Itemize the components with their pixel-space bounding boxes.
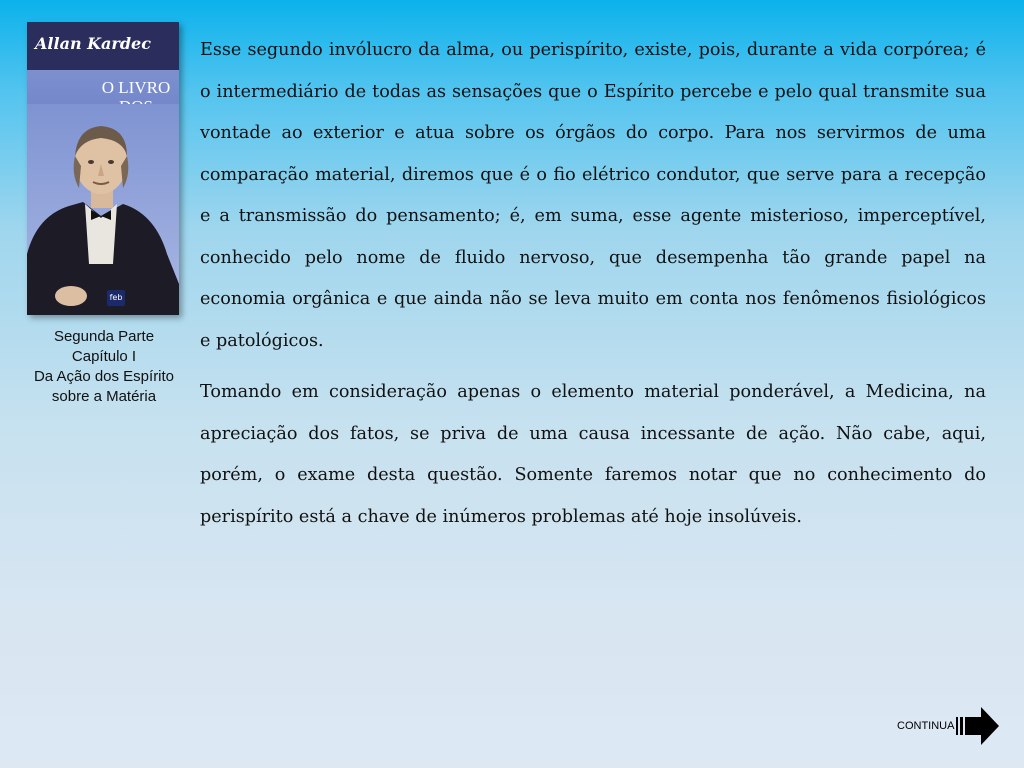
main-text: [200, 30, 986, 548]
book-cover: [27, 22, 179, 315]
paragraph-2: Tomando em consideração apenas o elemento material ponderável, a Medicina, na apreciação dos fatos, se priva de uma causa incessante de ação. Não cabe, aqui, porém, o exame desta questão. Somente faremos notar que no conhecimento do perispírito está a chave de inúmeros problemas até hoje insolúveis.: [200, 382, 986, 527]
chapter-caption: [15, 327, 193, 407]
arrow-right-icon: [956, 706, 1000, 746]
paragraph-1: Esse segundo invólucro da alma, ou perispírito, existe, pois, durante a vida corpórea; é o intermediário de todas as sensações que o Espírito percebe e pelo qual transmite sua vontade ao exterior e atua sobre os órgãos do corpo. Para nos servirmos de uma comparação material, diremos que é o fio elétrico condutor, que serve para a recepção e a transmissão do pensamento; é, em suma, esse agente misterioso, imperceptível, conhecido pelo nome de fluido nervoso, que desempenha tão grande papel na economia orgânica e que ainda não se leva muito em conta nos fenômenos fisiológicos e patológicos.: [200, 40, 986, 351]
caption-part: Segunda Parte: [53, 328, 155, 345]
caption-title-line-2: sobre a Matéria: [51, 388, 157, 405]
caption-title-line-1: Da Ação dos Espírito: [33, 368, 175, 385]
author-portrait: [27, 104, 179, 315]
continue-label: CONTINUA: [897, 720, 955, 732]
caption-chapter: Capítulo I: [71, 348, 137, 365]
continue-button[interactable]: [897, 706, 1000, 746]
publisher-logo: feb: [107, 290, 125, 306]
book-author: Allan Kardec: [35, 34, 151, 53]
book-title-line: O LIVRO: [101, 78, 171, 97]
